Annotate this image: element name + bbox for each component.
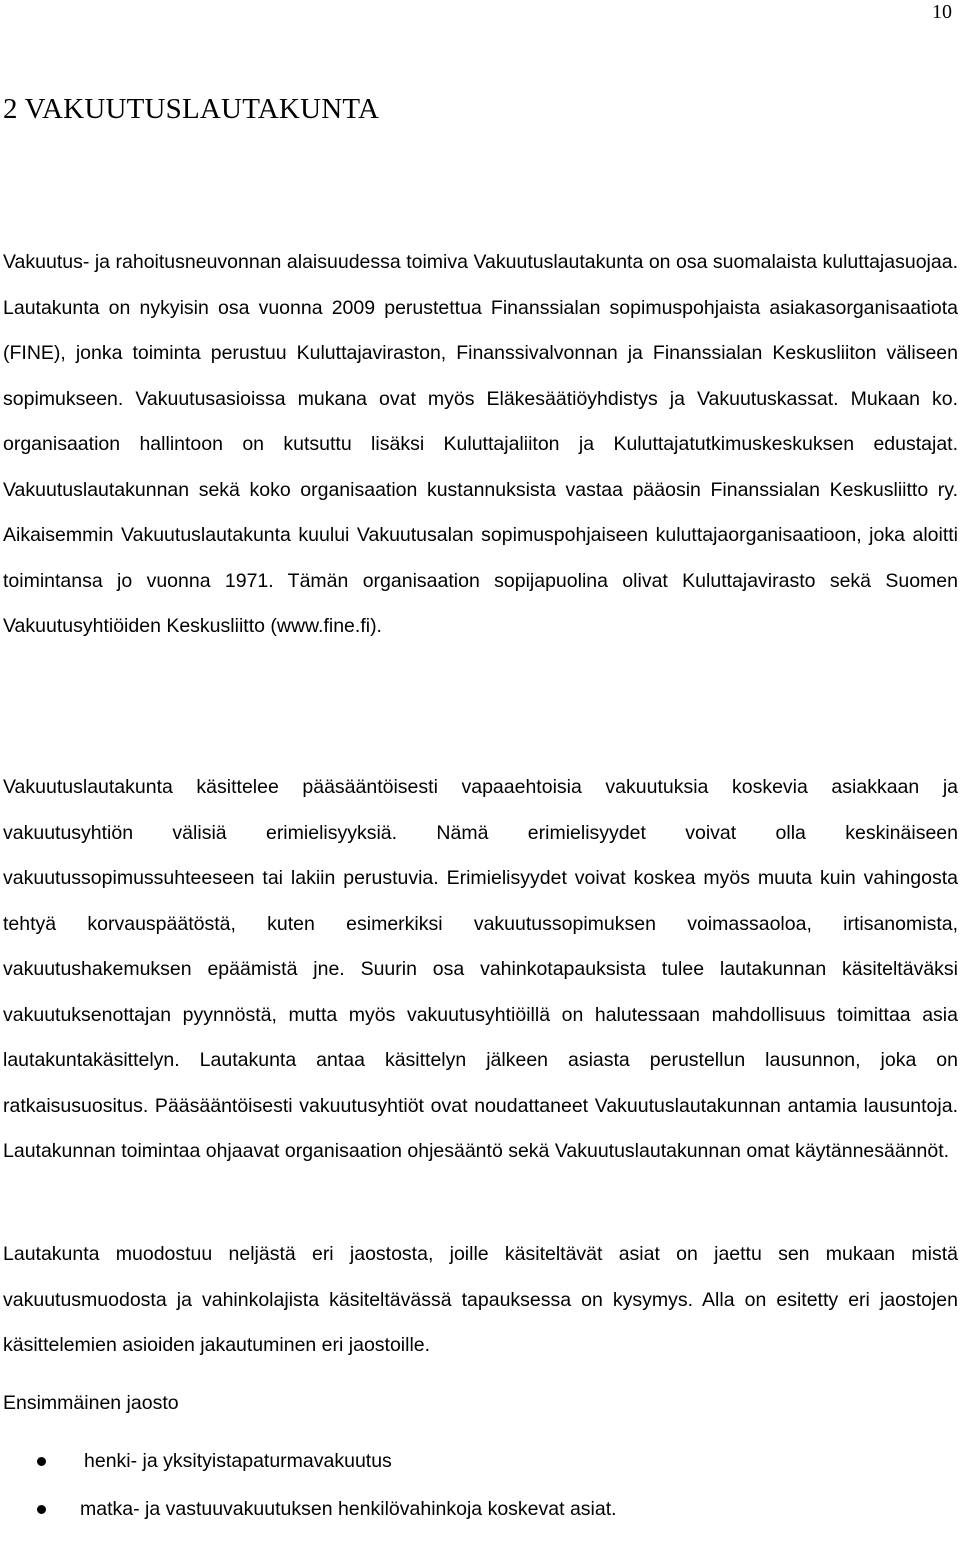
page-number: 10	[932, 1, 952, 23]
bullet-icon	[37, 1505, 46, 1514]
paragraph-intro: Vakuutus- ja rahoitusneuvonnan alaisuudessa toimiva Vakuutuslautakunta on osa suomalaista kuluttajasuojaa. Lautakunta on nykyisin osa vuonna 2009 perustettua Finanssialan sopimuspohjaista asiakasorganisaatiota (FINE), jonka toiminta perustuu Kuluttajaviraston, Finanssivalvonnan ja Finanssialan Keskusliiton väliseen sopimukseen. Vakuutusasioissa mukana ovat myös Eläkesäätiöyhdistys ja Vakuutuskassat. Mukaan ko. organisaation hallintoon on kutsuttu lisäksi Kuluttajaliiton ja Kuluttajatutkimuskeskuksen edustajat. Vakuutuslautakunnan sekä koko organisaation kustannuksista vastaa pääosin Finanssialan Keskusliitto ry. Aikaisemmin Vakuutuslautakunta kuului Vakuutusalan sopimuspohjaiseen kuluttajaorganisaatioon, joka aloitti toimintansa jo vuonna 1971. Tämän organisaation sopijapuolina olivat Kuluttajavirasto sekä Suomen Vakuutusyhtiöiden Keskusliitto (www.fine.fi).	[3, 251, 958, 637]
list-item-text: henki- ja yksityistapaturmavakuutus	[84, 1450, 392, 1472]
section-heading: 2 VAKUUTUSLAUTAKUNTA	[3, 93, 380, 125]
bullet-list	[0, 1446, 960, 1542]
paragraph-sections: Lautakunta muodostuu neljästä eri jaostosta, joille käsiteltävät asiat on jaettu sen mukaan mistä vakuutusmuodosta ja vahinkolajista käsiteltävässä tapauksessa on kysymys. Alla on esitetty eri jaostojen käsittelemien asioiden jakautuminen eri jaostoille.	[3, 1243, 958, 1356]
list-item-text: matka- ja vastuuvakuutuksen henkilövahinkoja koskevat asiat.	[80, 1498, 617, 1520]
list-item	[0, 1446, 960, 1494]
list-item	[0, 1494, 960, 1542]
paragraph-disputes: Vakuutuslautakunta käsittelee pääsääntöisesti vapaaehtoisia vakuutuksia koskevia asiakkaan ja vakuutusyhtiön välisiä erimielisyyksiä. Nämä erimielisyydet voivat olla keskinäiseen vakuutussopimussuhteeseen tai lakiin perustuvia. Erimielisyydet voivat koskea myös muuta kuin vahingosta tehtyä korvauspäätöstä, kuten esimerkiksi vakuutussopimuksen voimassaoloa, irtisanomista, vakuutushakemuksen epäämistä jne. Suurin osa vahinkotapauksista tulee lautakunnan käsiteltäväksi vakuutuksenottajan pyynnöstä, mutta myös vakuutusyhtiöillä on halutessaan mahdollisuus toimittaa asia lautakuntakäsittelyn. Lautakunta antaa käsittelyn jälkeen asiasta perustellun lausunnon, joka on ratkaisusuositus. Pääsääntöisesti vakuutusyhtiöt ovat noudattaneet Vakuutuslautakunnan antamia lausuntoja. Lautakunnan toimintaa ohjaavat organisaation ohjesääntö sekä Vakuutuslautakunnan omat käytännesäännöt.	[3, 776, 958, 1162]
subheading-first-section: Ensimmäinen jaosto	[3, 1392, 179, 1414]
bullet-icon	[37, 1457, 46, 1466]
